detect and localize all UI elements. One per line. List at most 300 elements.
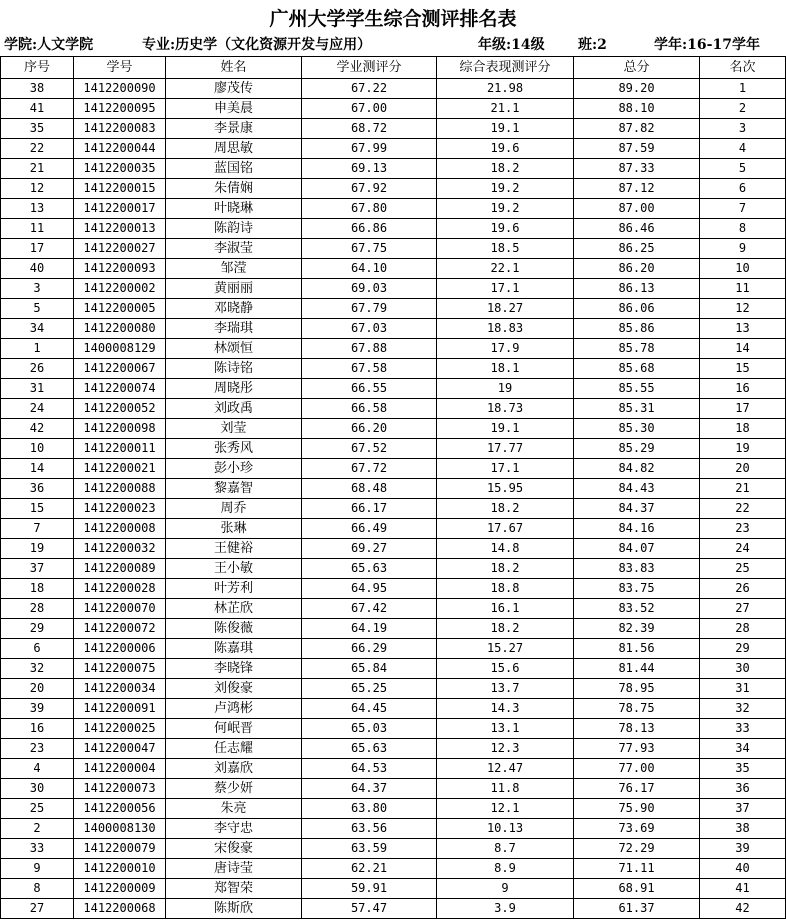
cell-rank[interactable]: 17 xyxy=(700,399,786,419)
cell-academic-score[interactable]: 67.00 xyxy=(302,99,437,119)
cell-total[interactable]: 89.20 xyxy=(574,79,700,99)
cell-index[interactable]: 38 xyxy=(1,79,74,99)
cell-index[interactable]: 15 xyxy=(1,499,74,519)
cell-index[interactable]: 24 xyxy=(1,399,74,419)
cell-total[interactable]: 87.33 xyxy=(574,159,700,179)
cell-student-id[interactable]: 1412200089 xyxy=(74,559,166,579)
cell-index[interactable]: 2 xyxy=(1,819,74,839)
cell-performance-score[interactable]: 12.3 xyxy=(437,739,574,759)
cell-performance-score[interactable]: 19 xyxy=(437,379,574,399)
col-header-rank[interactable]: 名次 xyxy=(700,57,786,79)
cell-performance-score[interactable]: 18.2 xyxy=(437,159,574,179)
cell-index[interactable]: 22 xyxy=(1,139,74,159)
cell-academic-score[interactable]: 69.27 xyxy=(302,539,437,559)
cell-index[interactable]: 39 xyxy=(1,699,74,719)
cell-name[interactable]: 陈韵诗 xyxy=(166,219,302,239)
cell-performance-score[interactable]: 17.9 xyxy=(437,339,574,359)
cell-rank[interactable]: 11 xyxy=(700,279,786,299)
cell-academic-score[interactable]: 67.22 xyxy=(302,79,437,99)
cell-name[interactable]: 陈诗铭 xyxy=(166,359,302,379)
cell-index[interactable]: 17 xyxy=(1,239,74,259)
cell-student-id[interactable]: 1412200095 xyxy=(74,99,166,119)
cell-performance-score[interactable]: 12.1 xyxy=(437,799,574,819)
cell-rank[interactable]: 15 xyxy=(700,359,786,379)
cell-name[interactable]: 张琳 xyxy=(166,519,302,539)
cell-academic-score[interactable]: 66.86 xyxy=(302,219,437,239)
cell-name[interactable]: 周思敏 xyxy=(166,139,302,159)
cell-academic-score[interactable]: 67.92 xyxy=(302,179,437,199)
cell-performance-score[interactable]: 15.6 xyxy=(437,659,574,679)
cell-academic-score[interactable]: 66.17 xyxy=(302,499,437,519)
cell-rank[interactable]: 21 xyxy=(700,479,786,499)
cell-academic-score[interactable]: 65.63 xyxy=(302,559,437,579)
cell-academic-score[interactable]: 63.56 xyxy=(302,819,437,839)
cell-total[interactable]: 71.11 xyxy=(574,859,700,879)
cell-academic-score[interactable]: 64.37 xyxy=(302,779,437,799)
cell-index[interactable]: 26 xyxy=(1,359,74,379)
cell-index[interactable]: 5 xyxy=(1,299,74,319)
cell-name[interactable]: 邓晓静 xyxy=(166,299,302,319)
cell-index[interactable]: 12 xyxy=(1,179,74,199)
cell-performance-score[interactable]: 10.13 xyxy=(437,819,574,839)
cell-index[interactable]: 1 xyxy=(1,339,74,359)
cell-performance-score[interactable]: 12.47 xyxy=(437,759,574,779)
cell-index[interactable]: 31 xyxy=(1,379,74,399)
cell-total[interactable]: 85.68 xyxy=(574,359,700,379)
cell-rank[interactable]: 8 xyxy=(700,219,786,239)
cell-total[interactable]: 78.75 xyxy=(574,699,700,719)
cell-name[interactable]: 叶芳利 xyxy=(166,579,302,599)
cell-name[interactable]: 宋俊豪 xyxy=(166,839,302,859)
cell-index[interactable]: 3 xyxy=(1,279,74,299)
cell-academic-score[interactable]: 64.95 xyxy=(302,579,437,599)
col-header-total[interactable]: 总分 xyxy=(574,57,700,79)
cell-rank[interactable]: 2 xyxy=(700,99,786,119)
cell-index[interactable]: 34 xyxy=(1,319,74,339)
cell-index[interactable]: 40 xyxy=(1,259,74,279)
cell-name[interactable]: 林颂恒 xyxy=(166,339,302,359)
cell-student-id[interactable]: 1412200067 xyxy=(74,359,166,379)
cell-academic-score[interactable]: 66.20 xyxy=(302,419,437,439)
cell-performance-score[interactable]: 18.83 xyxy=(437,319,574,339)
cell-name[interactable]: 朱倩娴 xyxy=(166,179,302,199)
cell-index[interactable]: 36 xyxy=(1,479,74,499)
cell-student-id[interactable]: 1412200013 xyxy=(74,219,166,239)
col-header-academic-score[interactable]: 学业测评分 xyxy=(302,57,437,79)
col-header-name[interactable]: 姓名 xyxy=(166,57,302,79)
cell-performance-score[interactable]: 19.6 xyxy=(437,139,574,159)
cell-student-id[interactable]: 1412200044 xyxy=(74,139,166,159)
cell-performance-score[interactable]: 22.1 xyxy=(437,259,574,279)
cell-student-id[interactable]: 1412200074 xyxy=(74,379,166,399)
cell-academic-score[interactable]: 69.13 xyxy=(302,159,437,179)
cell-rank[interactable]: 23 xyxy=(700,519,786,539)
cell-name[interactable]: 陈俊薇 xyxy=(166,619,302,639)
cell-student-id[interactable]: 1412200006 xyxy=(74,639,166,659)
cell-name[interactable]: 刘莹 xyxy=(166,419,302,439)
cell-total[interactable]: 83.75 xyxy=(574,579,700,599)
cell-performance-score[interactable]: 17.67 xyxy=(437,519,574,539)
cell-rank[interactable]: 19 xyxy=(700,439,786,459)
cell-total[interactable]: 83.52 xyxy=(574,599,700,619)
cell-student-id[interactable]: 1412200083 xyxy=(74,119,166,139)
cell-student-id[interactable]: 1412200056 xyxy=(74,799,166,819)
cell-performance-score[interactable]: 15.95 xyxy=(437,479,574,499)
cell-student-id[interactable]: 1412200011 xyxy=(74,439,166,459)
cell-index[interactable]: 32 xyxy=(1,659,74,679)
cell-rank[interactable]: 13 xyxy=(700,319,786,339)
cell-academic-score[interactable]: 67.75 xyxy=(302,239,437,259)
cell-student-id[interactable]: 1412200025 xyxy=(74,719,166,739)
cell-total[interactable]: 87.82 xyxy=(574,119,700,139)
cell-index[interactable]: 14 xyxy=(1,459,74,479)
cell-student-id[interactable]: 1412200008 xyxy=(74,519,166,539)
cell-academic-score[interactable]: 64.10 xyxy=(302,259,437,279)
cell-total[interactable]: 86.46 xyxy=(574,219,700,239)
cell-rank[interactable]: 7 xyxy=(700,199,786,219)
cell-performance-score[interactable]: 18.2 xyxy=(437,559,574,579)
cell-student-id[interactable]: 1412200093 xyxy=(74,259,166,279)
cell-rank[interactable]: 37 xyxy=(700,799,786,819)
cell-performance-score[interactable]: 19.2 xyxy=(437,179,574,199)
cell-performance-score[interactable]: 8.7 xyxy=(437,839,574,859)
cell-index[interactable]: 13 xyxy=(1,199,74,219)
cell-student-id[interactable]: 1412200088 xyxy=(74,479,166,499)
cell-academic-score[interactable]: 67.72 xyxy=(302,459,437,479)
cell-performance-score[interactable]: 18.8 xyxy=(437,579,574,599)
cell-academic-score[interactable]: 64.45 xyxy=(302,699,437,719)
cell-performance-score[interactable]: 18.2 xyxy=(437,499,574,519)
cell-total[interactable]: 78.13 xyxy=(574,719,700,739)
cell-index[interactable]: 37 xyxy=(1,559,74,579)
cell-student-id[interactable]: 1412200080 xyxy=(74,319,166,339)
cell-total[interactable]: 85.78 xyxy=(574,339,700,359)
cell-student-id[interactable]: 1412200021 xyxy=(74,459,166,479)
cell-performance-score[interactable]: 14.3 xyxy=(437,699,574,719)
cell-academic-score[interactable]: 67.58 xyxy=(302,359,437,379)
cell-index[interactable]: 29 xyxy=(1,619,74,639)
cell-performance-score[interactable]: 13.7 xyxy=(437,679,574,699)
cell-name[interactable]: 申美晨 xyxy=(166,99,302,119)
cell-total[interactable]: 68.91 xyxy=(574,879,700,899)
cell-name[interactable]: 黎嘉智 xyxy=(166,479,302,499)
cell-name[interactable]: 李瑞琪 xyxy=(166,319,302,339)
cell-rank[interactable]: 20 xyxy=(700,459,786,479)
cell-student-id[interactable]: 1412200017 xyxy=(74,199,166,219)
cell-total[interactable]: 81.44 xyxy=(574,659,700,679)
cell-performance-score[interactable]: 11.8 xyxy=(437,779,574,799)
cell-academic-score[interactable]: 63.80 xyxy=(302,799,437,819)
cell-name[interactable]: 彭小珍 xyxy=(166,459,302,479)
cell-academic-score[interactable]: 69.03 xyxy=(302,279,437,299)
cell-name[interactable]: 廖茂传 xyxy=(166,79,302,99)
cell-total[interactable]: 84.37 xyxy=(574,499,700,519)
cell-rank[interactable]: 28 xyxy=(700,619,786,639)
cell-student-id[interactable]: 1412200068 xyxy=(74,899,166,919)
cell-performance-score[interactable]: 18.5 xyxy=(437,239,574,259)
cell-total[interactable]: 85.86 xyxy=(574,319,700,339)
cell-index[interactable]: 9 xyxy=(1,859,74,879)
cell-name[interactable]: 邹滢 xyxy=(166,259,302,279)
cell-rank[interactable]: 4 xyxy=(700,139,786,159)
cell-name[interactable]: 朱亮 xyxy=(166,799,302,819)
cell-performance-score[interactable]: 17.1 xyxy=(437,459,574,479)
cell-name[interactable]: 周晓彤 xyxy=(166,379,302,399)
cell-index[interactable]: 11 xyxy=(1,219,74,239)
cell-name[interactable]: 叶晓琳 xyxy=(166,199,302,219)
cell-index[interactable]: 7 xyxy=(1,519,74,539)
cell-rank[interactable]: 1 xyxy=(700,79,786,99)
cell-performance-score[interactable]: 17.77 xyxy=(437,439,574,459)
cell-performance-score[interactable]: 19.1 xyxy=(437,419,574,439)
cell-index[interactable]: 25 xyxy=(1,799,74,819)
cell-name[interactable]: 林芷欣 xyxy=(166,599,302,619)
cell-rank[interactable]: 41 xyxy=(700,879,786,899)
cell-total[interactable]: 84.43 xyxy=(574,479,700,499)
cell-rank[interactable]: 30 xyxy=(700,659,786,679)
cell-rank[interactable]: 5 xyxy=(700,159,786,179)
cell-name[interactable]: 刘嘉欣 xyxy=(166,759,302,779)
cell-total[interactable]: 84.07 xyxy=(574,539,700,559)
cell-academic-score[interactable]: 67.42 xyxy=(302,599,437,619)
cell-name[interactable]: 黄丽丽 xyxy=(166,279,302,299)
cell-rank[interactable]: 38 xyxy=(700,819,786,839)
cell-index[interactable]: 21 xyxy=(1,159,74,179)
cell-student-id[interactable]: 1412200070 xyxy=(74,599,166,619)
cell-academic-score[interactable]: 66.49 xyxy=(302,519,437,539)
cell-student-id[interactable]: 1400008129 xyxy=(74,339,166,359)
cell-total[interactable]: 85.55 xyxy=(574,379,700,399)
cell-rank[interactable]: 36 xyxy=(700,779,786,799)
cell-student-id[interactable]: 1412200098 xyxy=(74,419,166,439)
cell-index[interactable]: 33 xyxy=(1,839,74,859)
cell-index[interactable]: 28 xyxy=(1,599,74,619)
cell-academic-score[interactable]: 67.52 xyxy=(302,439,437,459)
cell-name[interactable]: 卢鸿彬 xyxy=(166,699,302,719)
cell-academic-score[interactable]: 65.84 xyxy=(302,659,437,679)
cell-name[interactable]: 陈斯欣 xyxy=(166,899,302,919)
cell-rank[interactable]: 42 xyxy=(700,899,786,919)
cell-academic-score[interactable]: 67.88 xyxy=(302,339,437,359)
cell-name[interactable]: 刘俊豪 xyxy=(166,679,302,699)
col-header-index[interactable]: 序号 xyxy=(1,57,74,79)
cell-rank[interactable]: 40 xyxy=(700,859,786,879)
cell-total[interactable]: 87.00 xyxy=(574,199,700,219)
col-header-performance-score[interactable]: 综合表现测评分 xyxy=(437,57,574,79)
cell-rank[interactable]: 25 xyxy=(700,559,786,579)
cell-academic-score[interactable]: 65.63 xyxy=(302,739,437,759)
cell-academic-score[interactable]: 65.25 xyxy=(302,679,437,699)
cell-student-id[interactable]: 1412200002 xyxy=(74,279,166,299)
cell-academic-score[interactable]: 68.48 xyxy=(302,479,437,499)
cell-index[interactable]: 16 xyxy=(1,719,74,739)
cell-rank[interactable]: 10 xyxy=(700,259,786,279)
cell-total[interactable]: 86.13 xyxy=(574,279,700,299)
cell-rank[interactable]: 12 xyxy=(700,299,786,319)
cell-student-id[interactable]: 1412200032 xyxy=(74,539,166,559)
cell-index[interactable]: 35 xyxy=(1,119,74,139)
cell-name[interactable]: 唐诗莹 xyxy=(166,859,302,879)
cell-total[interactable]: 81.56 xyxy=(574,639,700,659)
cell-performance-score[interactable]: 19.6 xyxy=(437,219,574,239)
cell-name[interactable]: 张秀风 xyxy=(166,439,302,459)
cell-total[interactable]: 87.59 xyxy=(574,139,700,159)
cell-performance-score[interactable]: 19.2 xyxy=(437,199,574,219)
cell-performance-score[interactable]: 18.1 xyxy=(437,359,574,379)
cell-performance-score[interactable]: 21.98 xyxy=(437,79,574,99)
cell-name[interactable]: 周乔 xyxy=(166,499,302,519)
cell-rank[interactable]: 33 xyxy=(700,719,786,739)
cell-name[interactable]: 王小敏 xyxy=(166,559,302,579)
cell-total[interactable]: 87.12 xyxy=(574,179,700,199)
cell-academic-score[interactable]: 67.80 xyxy=(302,199,437,219)
cell-student-id[interactable]: 1412200052 xyxy=(74,399,166,419)
cell-total[interactable]: 77.00 xyxy=(574,759,700,779)
cell-index[interactable]: 4 xyxy=(1,759,74,779)
cell-total[interactable]: 84.16 xyxy=(574,519,700,539)
cell-name[interactable]: 蓝国铭 xyxy=(166,159,302,179)
cell-total[interactable]: 83.83 xyxy=(574,559,700,579)
cell-academic-score[interactable]: 65.03 xyxy=(302,719,437,739)
cell-name[interactable]: 刘政禹 xyxy=(166,399,302,419)
cell-academic-score[interactable]: 64.19 xyxy=(302,619,437,639)
cell-name[interactable]: 蔡少妍 xyxy=(166,779,302,799)
cell-academic-score[interactable]: 64.53 xyxy=(302,759,437,779)
cell-index[interactable]: 19 xyxy=(1,539,74,559)
cell-name[interactable]: 陈嘉琪 xyxy=(166,639,302,659)
cell-performance-score[interactable]: 18.2 xyxy=(437,619,574,639)
cell-student-id[interactable]: 1412200005 xyxy=(74,299,166,319)
cell-student-id[interactable]: 1412200073 xyxy=(74,779,166,799)
cell-index[interactable]: 27 xyxy=(1,899,74,919)
cell-academic-score[interactable]: 66.29 xyxy=(302,639,437,659)
cell-performance-score[interactable]: 16.1 xyxy=(437,599,574,619)
cell-performance-score[interactable]: 8.9 xyxy=(437,859,574,879)
cell-rank[interactable]: 14 xyxy=(700,339,786,359)
cell-index[interactable]: 8 xyxy=(1,879,74,899)
cell-total[interactable]: 73.69 xyxy=(574,819,700,839)
cell-student-id[interactable]: 1412200009 xyxy=(74,879,166,899)
cell-student-id[interactable]: 1412200079 xyxy=(74,839,166,859)
cell-student-id[interactable]: 1412200034 xyxy=(74,679,166,699)
col-header-student-id[interactable]: 学号 xyxy=(74,57,166,79)
cell-total[interactable]: 85.31 xyxy=(574,399,700,419)
cell-total[interactable]: 75.90 xyxy=(574,799,700,819)
cell-student-id[interactable]: 1412200075 xyxy=(74,659,166,679)
cell-total[interactable]: 84.82 xyxy=(574,459,700,479)
cell-index[interactable]: 23 xyxy=(1,739,74,759)
cell-index[interactable]: 42 xyxy=(1,419,74,439)
cell-rank[interactable]: 32 xyxy=(700,699,786,719)
cell-total[interactable]: 77.93 xyxy=(574,739,700,759)
cell-index[interactable]: 6 xyxy=(1,639,74,659)
cell-academic-score[interactable]: 63.59 xyxy=(302,839,437,859)
cell-name[interactable]: 任志耀 xyxy=(166,739,302,759)
cell-student-id[interactable]: 1412200028 xyxy=(74,579,166,599)
cell-performance-score[interactable]: 19.1 xyxy=(437,119,574,139)
cell-academic-score[interactable]: 62.21 xyxy=(302,859,437,879)
cell-rank[interactable]: 16 xyxy=(700,379,786,399)
cell-index[interactable]: 20 xyxy=(1,679,74,699)
cell-total[interactable]: 86.25 xyxy=(574,239,700,259)
cell-rank[interactable]: 35 xyxy=(700,759,786,779)
cell-rank[interactable]: 27 xyxy=(700,599,786,619)
cell-student-id[interactable]: 1400008130 xyxy=(74,819,166,839)
cell-name[interactable]: 李景康 xyxy=(166,119,302,139)
cell-rank[interactable]: 34 xyxy=(700,739,786,759)
cell-performance-score[interactable]: 13.1 xyxy=(437,719,574,739)
cell-rank[interactable]: 9 xyxy=(700,239,786,259)
cell-performance-score[interactable]: 9 xyxy=(437,879,574,899)
cell-academic-score[interactable]: 67.03 xyxy=(302,319,437,339)
cell-performance-score[interactable]: 14.8 xyxy=(437,539,574,559)
cell-academic-score[interactable]: 66.58 xyxy=(302,399,437,419)
cell-total[interactable]: 88.10 xyxy=(574,99,700,119)
cell-academic-score[interactable]: 68.72 xyxy=(302,119,437,139)
cell-performance-score[interactable]: 18.27 xyxy=(437,299,574,319)
cell-student-id[interactable]: 1412200010 xyxy=(74,859,166,879)
cell-academic-score[interactable]: 59.91 xyxy=(302,879,437,899)
cell-total[interactable]: 61.37 xyxy=(574,899,700,919)
cell-rank[interactable]: 3 xyxy=(700,119,786,139)
cell-name[interactable]: 李晓锋 xyxy=(166,659,302,679)
cell-total[interactable]: 78.95 xyxy=(574,679,700,699)
cell-rank[interactable]: 24 xyxy=(700,539,786,559)
cell-total[interactable]: 86.20 xyxy=(574,259,700,279)
cell-student-id[interactable]: 1412200015 xyxy=(74,179,166,199)
cell-total[interactable]: 85.30 xyxy=(574,419,700,439)
cell-rank[interactable]: 39 xyxy=(700,839,786,859)
cell-performance-score[interactable]: 18.73 xyxy=(437,399,574,419)
cell-index[interactable]: 30 xyxy=(1,779,74,799)
cell-index[interactable]: 41 xyxy=(1,99,74,119)
cell-student-id[interactable]: 1412200035 xyxy=(74,159,166,179)
cell-performance-score[interactable]: 21.1 xyxy=(437,99,574,119)
cell-rank[interactable]: 31 xyxy=(700,679,786,699)
cell-academic-score[interactable]: 67.99 xyxy=(302,139,437,159)
cell-rank[interactable]: 26 xyxy=(700,579,786,599)
cell-student-id[interactable]: 1412200004 xyxy=(74,759,166,779)
cell-academic-score[interactable]: 57.47 xyxy=(302,899,437,919)
cell-student-id[interactable]: 1412200090 xyxy=(74,79,166,99)
cell-performance-score[interactable]: 17.1 xyxy=(437,279,574,299)
cell-total[interactable]: 86.06 xyxy=(574,299,700,319)
cell-name[interactable]: 郑智荣 xyxy=(166,879,302,899)
cell-total[interactable]: 72.29 xyxy=(574,839,700,859)
cell-index[interactable]: 10 xyxy=(1,439,74,459)
cell-academic-score[interactable]: 67.79 xyxy=(302,299,437,319)
cell-name[interactable]: 李守忠 xyxy=(166,819,302,839)
cell-rank[interactable]: 22 xyxy=(700,499,786,519)
cell-student-id[interactable]: 1412200047 xyxy=(74,739,166,759)
cell-name[interactable]: 何岷晋 xyxy=(166,719,302,739)
cell-student-id[interactable]: 1412200023 xyxy=(74,499,166,519)
cell-rank[interactable]: 6 xyxy=(700,179,786,199)
cell-total[interactable]: 76.17 xyxy=(574,779,700,799)
cell-index[interactable]: 18 xyxy=(1,579,74,599)
cell-academic-score[interactable]: 66.55 xyxy=(302,379,437,399)
cell-student-id[interactable]: 1412200091 xyxy=(74,699,166,719)
cell-name[interactable]: 王健裕 xyxy=(166,539,302,559)
cell-student-id[interactable]: 1412200027 xyxy=(74,239,166,259)
cell-name[interactable]: 李淑莹 xyxy=(166,239,302,259)
cell-student-id[interactable]: 1412200072 xyxy=(74,619,166,639)
cell-total[interactable]: 85.29 xyxy=(574,439,700,459)
cell-performance-score[interactable]: 3.9 xyxy=(437,899,574,919)
cell-rank[interactable]: 29 xyxy=(700,639,786,659)
cell-total[interactable]: 82.39 xyxy=(574,619,700,639)
cell-performance-score[interactable]: 15.27 xyxy=(437,639,574,659)
